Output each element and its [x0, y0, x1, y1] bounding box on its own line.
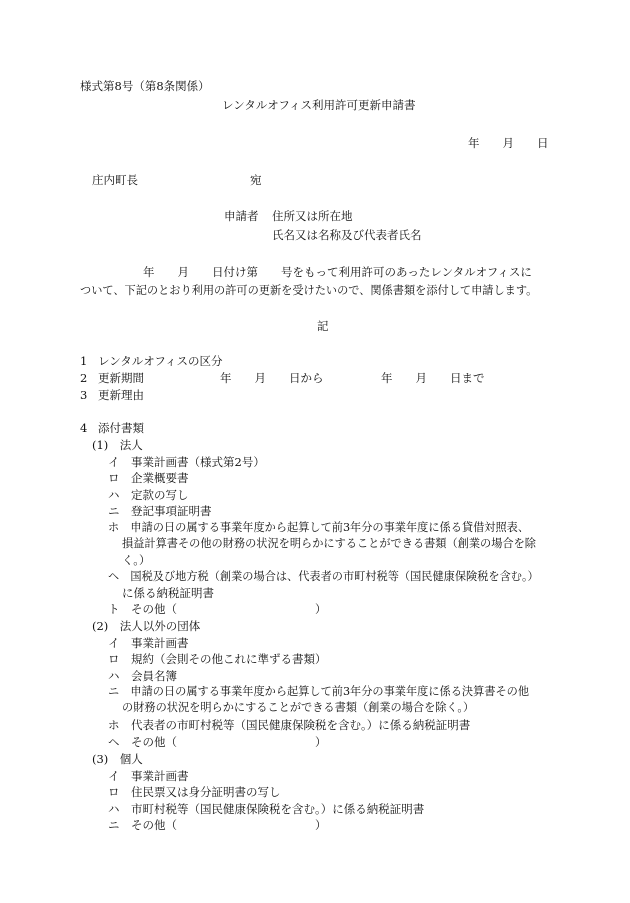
attachment-item: ニ 登記事項証明書: [108, 504, 212, 518]
item-number: 1: [80, 354, 88, 368]
item-text: レンタルオフィスの区分: [98, 354, 223, 368]
attachment-item-continued: の財務の状況を明らかにすることができる書類（創業の場合を除く。）: [122, 701, 475, 714]
attachment-item: ヘ その他（ ）: [108, 735, 327, 749]
attachment-item: ロ 企業概要書: [108, 471, 189, 485]
applicant-name-label: 氏名又は名称及び代表者氏名: [272, 228, 422, 242]
item-number: 2: [80, 371, 88, 385]
attachment-section-header: (2) 法人以外の団体: [92, 619, 201, 633]
body-text-line2: ついて、下記のとおり利用の許可の更新を受けたいので、関係書類を添付して申請します。: [80, 284, 538, 297]
attachment-item-continued: 損益計算書その他の財務の状況を明らかにすることができる書類（創業の場合を除: [122, 537, 536, 550]
item-text: 更新理由: [98, 388, 144, 402]
attachment-item: ハ 会員名簿: [108, 669, 177, 683]
attachment-item: ロ 規約（会則その他これに準ずる書類）: [108, 652, 327, 666]
item-text: 添付書類: [98, 421, 144, 435]
date-line: 年 月 日: [468, 136, 549, 150]
body-text-line1: 年 月 日付け第 号をもって利用許可のあったレンタルオフィスに: [143, 265, 532, 279]
attachment-item-continued: く。）: [122, 553, 151, 567]
item-text: 更新期間: [98, 371, 144, 385]
attachment-item: ロ 住民票又は身分証明書の写し: [108, 785, 281, 799]
attachment-item: ニ その他（ ）: [108, 818, 327, 832]
attachment-item: ホ 申請の日の属する事業年度から起算して前3年分の事業年度に係る貸借対照表、: [108, 521, 530, 534]
attachment-item-continued: に係る納税証明書: [122, 586, 214, 600]
ki-marker: 記: [317, 319, 329, 333]
attachment-section-header: (1) 法人: [92, 438, 143, 452]
document-title: レンタルオフィス利用許可更新申請書: [222, 98, 416, 112]
attachment-item: イ 事業計画書: [108, 636, 189, 650]
attachment-item: ニ 申請の日の属する事業年度から起算して前3年分の事業年度に係る決算書その他: [108, 685, 530, 698]
attachment-item: イ 事業計画書（様式第2号）: [108, 455, 265, 469]
addressee-suffix: 宛: [250, 173, 262, 187]
attachment-section-header: (3) 個人: [92, 752, 143, 766]
attachment-item: ハ 市町村税等（国民健康保険税を含む。）に係る納税証明書: [108, 802, 425, 816]
attachment-item: ヘ 国税及び地方税（創業の場合は、代表者の市町村税等（国民健康保険税を含む。）: [108, 570, 539, 583]
renewal-period: 年 月 日から 年 月 日まで: [220, 371, 485, 385]
item-number: 3: [80, 388, 88, 402]
form-number: 様式第8号（第8条関係）: [80, 79, 210, 93]
attachment-item: イ 事業計画書: [108, 769, 189, 783]
item-number: 4: [80, 421, 88, 435]
applicant-label: 申請者: [224, 209, 259, 223]
attachment-item: ホ 代表者の市町村税等（国民健康保険税を含む。）に係る納税証明書: [108, 718, 471, 732]
applicant-address-label: 住所又は所在地: [272, 209, 353, 223]
attachment-item: ト その他（ ）: [108, 602, 327, 616]
attachment-item: ハ 定款の写し: [108, 488, 189, 502]
addressee-office: 庄内町長: [92, 173, 138, 187]
